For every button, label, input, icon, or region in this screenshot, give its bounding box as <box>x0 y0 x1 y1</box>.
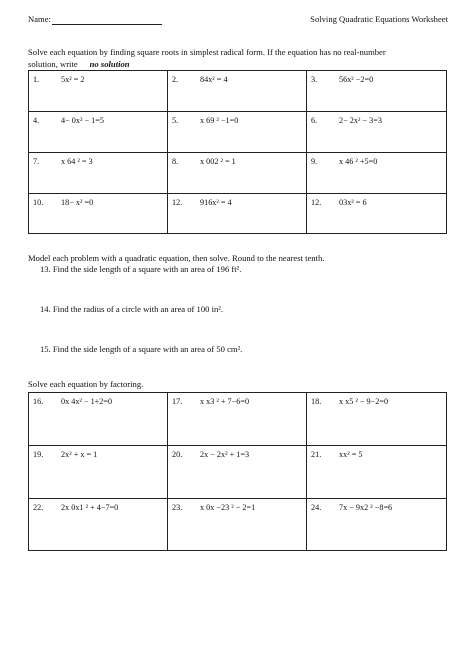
name-blank-line <box>52 24 162 25</box>
problem-equation: x 69 ² −1=0 <box>200 116 239 125</box>
problem-cell <box>307 153 447 194</box>
problem-number: 3. <box>311 75 318 84</box>
problem-equation: x x3 ² + 7−6=0 <box>200 397 250 406</box>
problem-equation: 2− 2x² − 3=3 <box>339 116 382 125</box>
problem-equation: 7x − 9x2 ² −8=6 <box>339 503 393 512</box>
problem-cell <box>168 393 307 446</box>
section3-problem-grid <box>28 392 447 551</box>
section2-instruction: Model each problem with a quadratic equation, then solve. Round to the nearest tenth. <box>28 253 325 263</box>
problem-number: 2. <box>172 75 179 84</box>
problem-equation: 84x² = 4 <box>200 75 228 84</box>
problem-cell <box>307 194 447 234</box>
problem-number: 5. <box>172 116 179 125</box>
problem-equation: x x5 ² − 9−2=0 <box>339 397 389 406</box>
problem-cell <box>307 499 447 551</box>
section1-instruction-line2: solution, write no solution <box>28 59 130 69</box>
problem-cell <box>29 112 168 153</box>
problem-equation: x 46 ² +5=0 <box>339 157 378 166</box>
section1-instructions <box>28 46 386 70</box>
no-solution-label: no solution <box>89 59 130 69</box>
problem-number: 7. <box>33 157 40 166</box>
problem-equation: x 002 ² = 1 <box>200 157 236 166</box>
problem-number: 20. <box>172 450 183 459</box>
problem-cell <box>168 112 307 153</box>
problem-equation: 5x² = 2 <box>61 75 85 84</box>
problem-number: 23. <box>172 503 183 512</box>
problem-equation: 4− 0x² − 1=5 <box>61 116 104 125</box>
problem-cell <box>168 499 307 551</box>
problem-cell <box>307 446 447 499</box>
problem-equation: 56x² −2=0 <box>339 75 374 84</box>
problem-number: 21. <box>311 450 322 459</box>
problem-cell <box>29 446 168 499</box>
problem-cell <box>168 153 307 194</box>
problem-equation: x 64 ² = 3 <box>61 157 93 166</box>
page-header <box>28 14 448 28</box>
problem-number: 10. <box>33 198 44 207</box>
problem-cell <box>29 71 168 112</box>
problem-equation: 2x² + x = 1 <box>61 450 98 459</box>
problem-cell <box>307 393 447 446</box>
word-problem: 15. Find the side length of a square with an area of 50 cm². <box>40 344 243 354</box>
problem-cell <box>168 446 307 499</box>
problem-number: 8. <box>172 157 179 166</box>
section1-instruction-line1: Solve each equation by finding square roots in simplest radical form. If the equation has no real-number <box>28 47 386 57</box>
problem-cell <box>168 194 307 234</box>
problem-number: 19. <box>33 450 44 459</box>
problem-cell <box>168 71 307 112</box>
problem-equation: 2x 0x1 ² + 4−7=0 <box>61 503 119 512</box>
word-problem: 13. Find the side length of a square with an area of 196 ft². <box>40 264 242 274</box>
problem-equation: 03x² = 6 <box>339 198 367 207</box>
problem-cell <box>307 71 447 112</box>
problem-number: 16. <box>33 397 44 406</box>
problem-number: 9. <box>311 157 318 166</box>
problem-number: 1. <box>33 75 40 84</box>
section1-problem-grid <box>28 70 447 234</box>
problem-equation: 18− x² =0 <box>61 198 94 207</box>
word-problem: 14. Find the radius of a circle with an area of 100 in². <box>40 304 223 314</box>
section3-instruction: Solve each equation by factoring. <box>28 379 144 389</box>
problem-number: 24. <box>311 503 322 512</box>
problem-equation: 2x − 2x² + 1=3 <box>200 450 250 459</box>
problem-cell <box>29 153 168 194</box>
problem-equation: x 0x −23 ² − 2=1 <box>200 503 256 512</box>
problem-number: 4. <box>33 116 40 125</box>
problem-number: 12. <box>172 198 183 207</box>
problem-cell <box>29 499 168 551</box>
name-label: Name: <box>28 14 51 24</box>
problem-cell <box>29 194 168 234</box>
problem-number: 22. <box>33 503 44 512</box>
problem-number: 18. <box>311 397 322 406</box>
problem-cell <box>307 112 447 153</box>
worksheet-title: Solving Quadratic Equations Worksheet <box>310 14 448 24</box>
problem-equation: 0x 4x² − 1+2=0 <box>61 397 113 406</box>
problem-cell <box>29 393 168 446</box>
problem-equation: xx² = 5 <box>339 450 363 459</box>
problem-number: 12. <box>311 198 322 207</box>
problem-number: 6. <box>311 116 318 125</box>
problem-number: 17. <box>172 397 183 406</box>
problem-equation: 916x² = 4 <box>200 198 232 207</box>
